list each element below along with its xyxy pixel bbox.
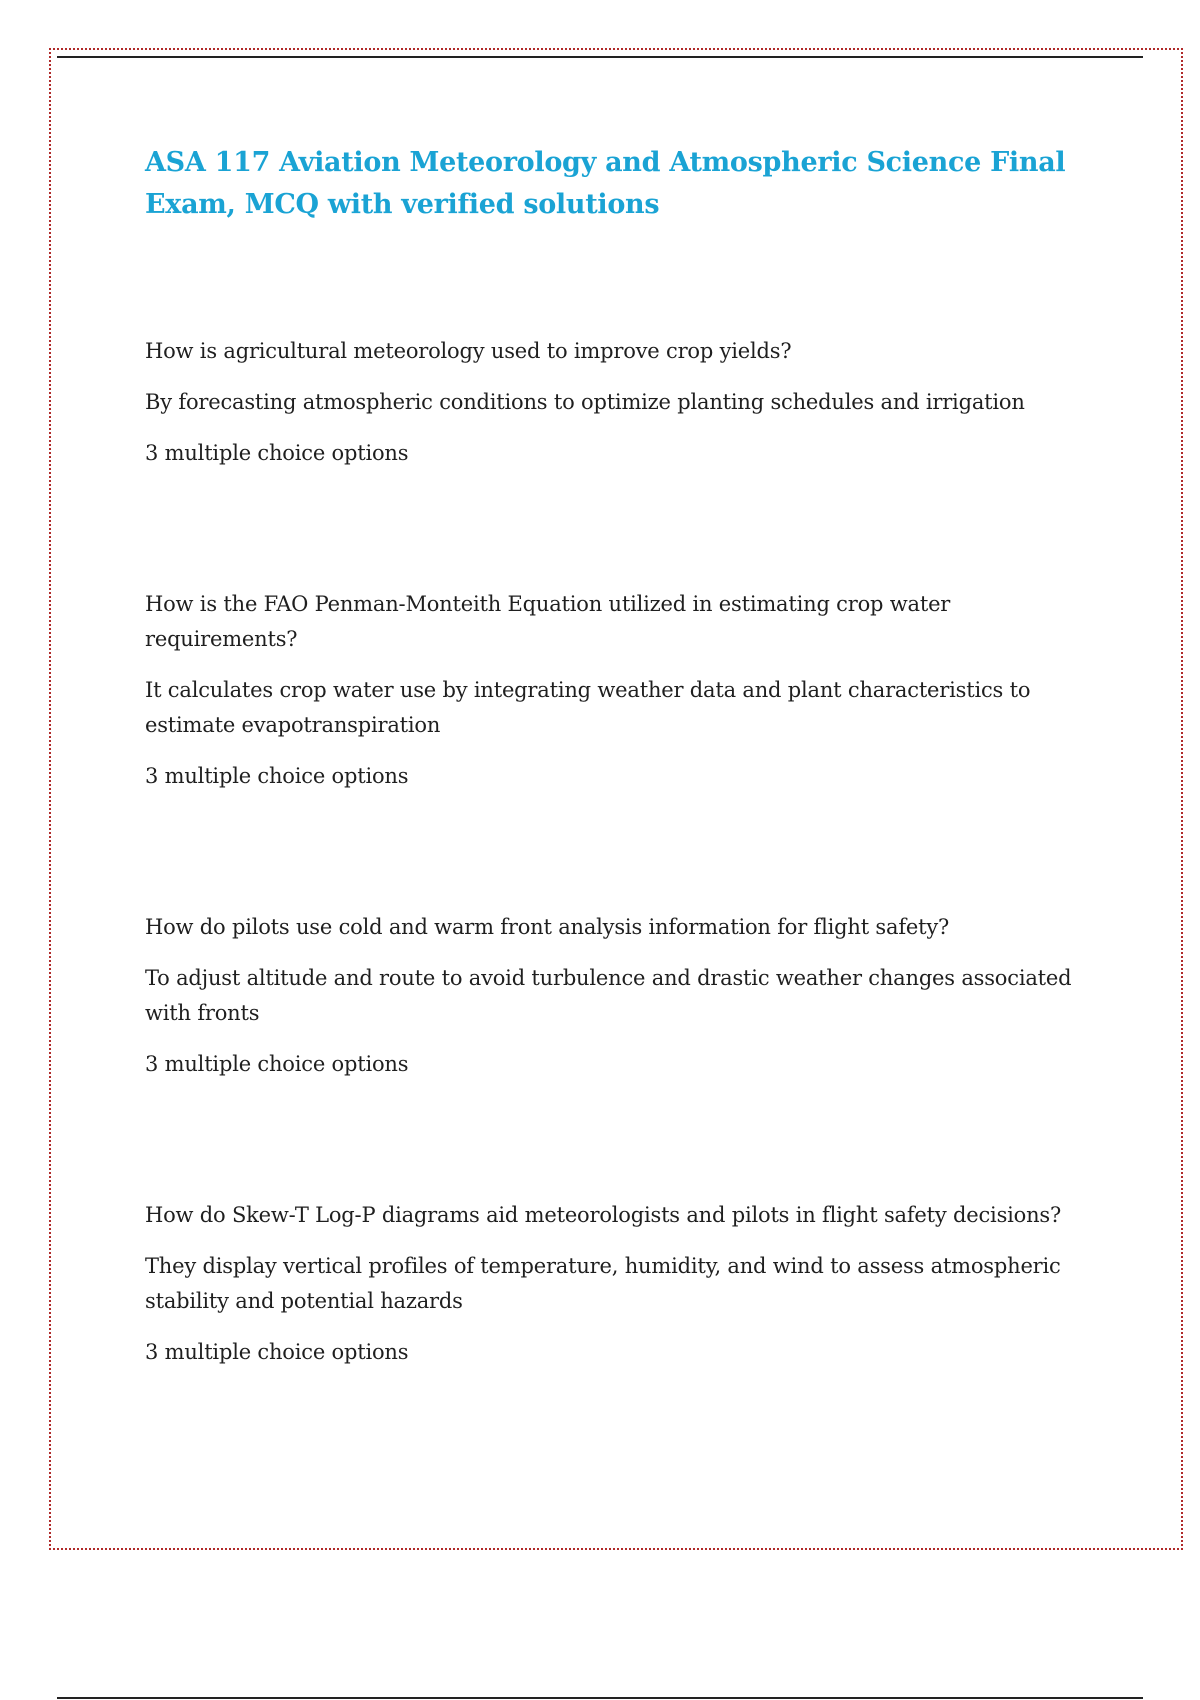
options-note: 3 multiple choice options [145, 1340, 409, 1364]
question-list [145, 334, 1090, 1370]
question-text: How is the FAO Penman-Monteith Equation utilized in estimating crop water requirements? [145, 592, 951, 651]
question-text: How do Skew-T Log-P diagrams aid meteorologists and pilots in flight safety decisions? [145, 1203, 1062, 1227]
answer-text: To adjust altitude and route to avoid turbulence and drastic weather changes associated with fronts [145, 966, 1072, 1025]
question-item [145, 1198, 1090, 1370]
question-item [145, 587, 1090, 794]
answer-text: By forecasting atmospheric conditions to optimize planting schedules and irrigation [145, 390, 1025, 414]
document-title: ASA 117 Aviation Meteorology and Atmospheric Science Final Exam, MCQ with verified solutions [145, 147, 1066, 220]
bottom-rule [57, 1697, 1143, 1699]
options-note: 3 multiple choice options [145, 1052, 409, 1076]
question-item [145, 910, 1090, 1082]
question-text: How do pilots use cold and warm front analysis information for flight safety? [145, 915, 950, 939]
top-rule [57, 56, 1143, 58]
document-content [145, 142, 1090, 1370]
options-note: 3 multiple choice options [145, 441, 409, 465]
answer-text: They display vertical profiles of temperature, humidity, and wind to assess atmospheric stability and potential hazards [145, 1254, 1061, 1313]
answer-text: It calculates crop water use by integrating weather data and plant characteristics to estimate evapotranspiration [145, 678, 1031, 737]
question-text: How is agricultural meteorology used to improve crop yields? [145, 339, 792, 363]
question-item [145, 334, 1090, 471]
options-note: 3 multiple choice options [145, 764, 409, 788]
